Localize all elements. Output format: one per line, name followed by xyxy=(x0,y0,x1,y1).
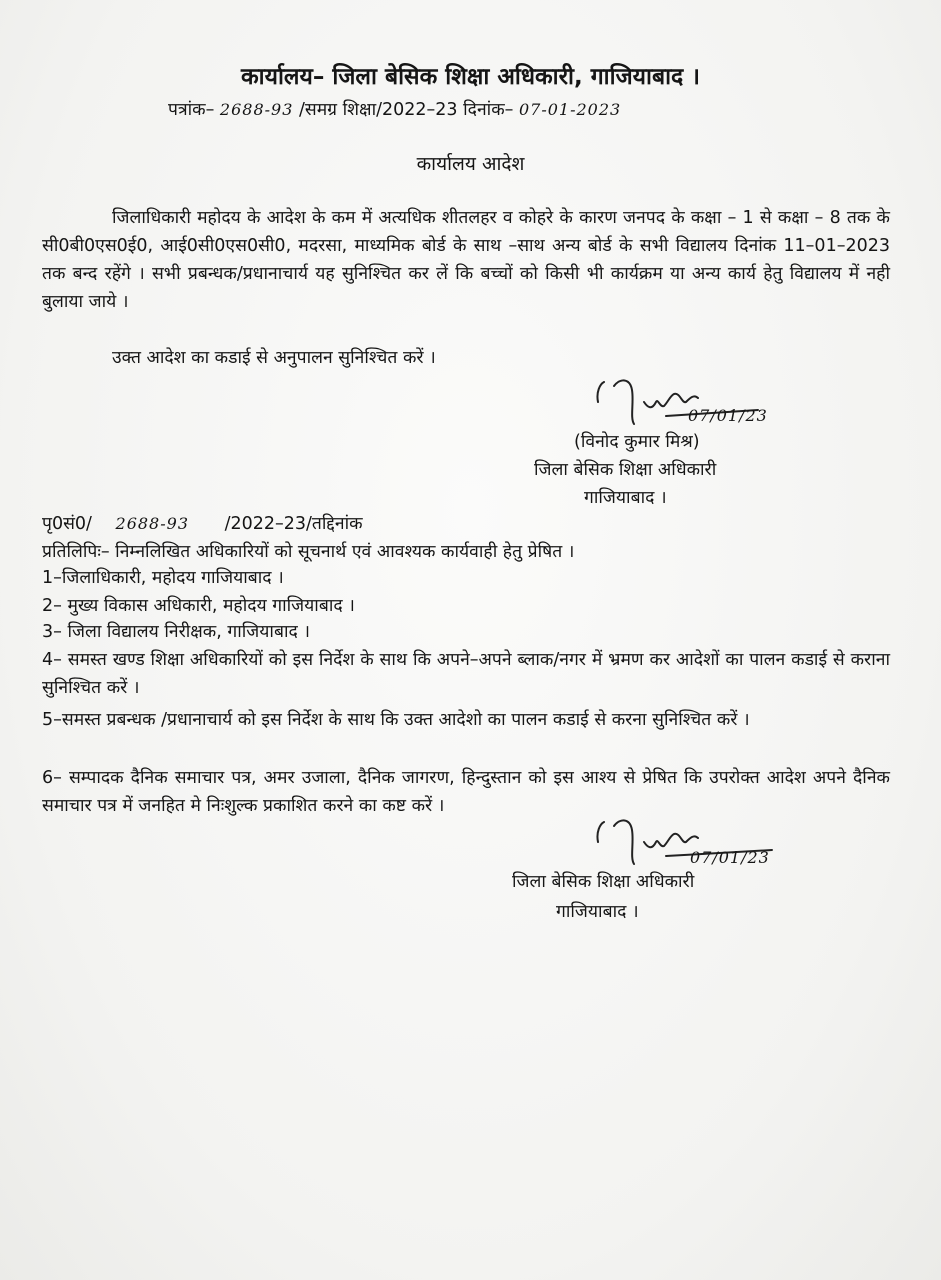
order-heading: कार्यालय आदेश xyxy=(416,153,525,175)
copy-item: 4– समस्त खण्ड शिक्षा अधिकारियों को इस निर्देश के साथ कि अपने–अपने ब्लाक/नगर में भ्रमण कर आदेशों का पालन कडाई से कराना सुनिश्चित करें । xyxy=(42,650,890,698)
signature-1-designation: जिला बेसिक शिक्षा अधिकारी xyxy=(534,460,717,480)
copy-item: 3– जिला विद्यालय निरीक्षक, गाजियाबाद । xyxy=(42,622,310,642)
letter-number-line xyxy=(168,98,621,122)
copy-ref-value: 2688-93 xyxy=(115,514,189,533)
order-paragraph: जिलाधिकारी महोदय के आदेश के कम में अत्यधिक शीतलहर व कोहरे के कारण जनपद के कक्षा – 1 से कक्षा – 8 तक के सी0बी0एस0ई0, आई0सी0एस0सी0, मदरसा, माध्यमिक बोर्ड के साथ –साथ अन्य बोर्ड के सभी विद्यालय दिनांक 11–01–2023 तक बन्द रहेंगे । सभी प्रबन्धक/प्रधानाचार्य यह सुनिश्चित कर लें कि बच्चों को किसी भी कार्यक्रम या अन्य कार्य हेतु विद्यालय में नही बुलाया जाये । xyxy=(42,208,890,312)
copy-item: 2– मुख्य विकास अधिकारी, महोदय गाजियाबाद । xyxy=(42,596,355,616)
copy-reference-line xyxy=(42,512,363,536)
signature-1-place: गाजियाबाद । xyxy=(584,488,667,508)
officer-name: (विनोद कुमार मिश्र) xyxy=(574,432,700,452)
signature-1-date: 07/01/23 xyxy=(688,406,768,425)
copy-item: 1–जिलाधिकारी, महोदय गाजियाबाद । xyxy=(42,568,284,588)
copy-item: 6– सम्पादक दैनिक समाचार पत्र, अमर उजाला, दैनिक जागरण, हिन्दुस्तान को इस आश्य से प्रेषित कि उपरोक्त आदेश अपने दैनिक समाचार पत्र में जनहित मे निःशुल्क प्रकाशित करने का कष्ट करें । xyxy=(42,768,890,816)
letter-no-label: पत्रांक– xyxy=(168,100,215,120)
signature-2-designation: जिला बेसिक शिक्षा अधिकारी xyxy=(512,872,695,892)
compliance-line: उक्त आदेश का कडाई से अनुपालन सुनिश्चित करें । xyxy=(112,348,436,368)
letter-no-suffix: /समग्र शिक्षा/2022–23 दिनांक– xyxy=(298,100,514,120)
letter-date: 07-01-2023 xyxy=(518,100,622,119)
signature-2-place: गाजियाबाद । xyxy=(556,902,639,922)
copy-ref-label: पृ0सं0/ xyxy=(42,514,92,534)
office-title: कार्यालय– जिला बेसिक शिक्षा अधिकारी, गाजियाबाद । xyxy=(241,64,700,90)
signature-2-date: 07/01/23 xyxy=(690,848,770,867)
letter-no-value: 2688-93 xyxy=(219,100,294,119)
copy-intro: प्रतिलिपिः– निम्नलिखित अधिकारियों को सूचनार्थ एवं आवश्यक कार्यवाही हेतु प्रेषित । xyxy=(42,542,575,562)
copy-ref-suffix: /2022–23/तद्दिनांक xyxy=(224,514,363,534)
copy-item: 5–समस्त प्रबन्धक /प्रधानाचार्य को इस निर्देश के साथ कि उक्त आदेशो का पालन कडाई से करना सुनिश्चित करें । xyxy=(42,710,750,730)
